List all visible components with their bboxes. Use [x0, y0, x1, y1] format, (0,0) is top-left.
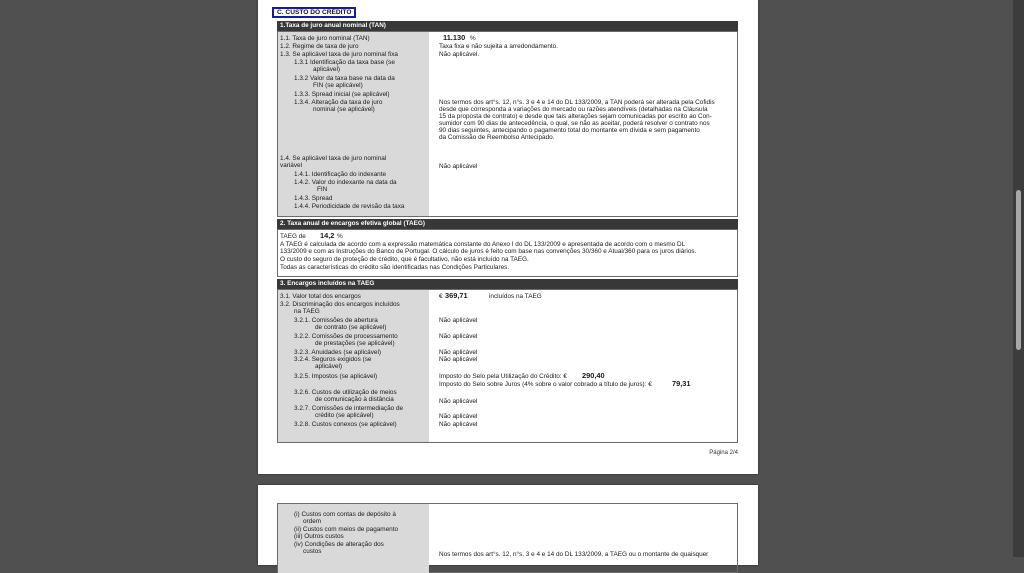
imposto-utilizacao-label: Imposto do Selo pela Utilização do Crédito: €	[439, 373, 567, 380]
sub-label-1-3-4b: nominal (se aplicável)	[313, 106, 375, 113]
tan-rate-value: 11.130	[443, 33, 466, 42]
item-3-2-3-value: Não aplicável	[439, 349, 478, 356]
item-3-2-4-value: Não aplicável	[439, 356, 478, 363]
taeg-header: 2. Taxa anual de encargos efetiva global (TAEG)	[277, 219, 738, 229]
page3-item-4: (iv) Condições de alteração dos	[294, 541, 384, 548]
taeg-line-3: O custo do seguro de proteção de crédito, que é facultativo, não está incluído na TAEG.	[280, 256, 529, 263]
alteracao-line-2: desde que corresponda a variações do mercado ou razões atendíveis (detalhadas na Cláusula	[439, 106, 708, 113]
item-3-2-7: 3.2.7. Comissões de intermediação de	[294, 405, 404, 412]
variavel-label-2: variável	[280, 162, 303, 169]
item-3-2-8-value: Não aplicável	[439, 421, 478, 428]
total-note: incluídos na TAEG	[489, 293, 542, 300]
item-3-2-1b: de contrato (se aplicável)	[315, 324, 387, 331]
variavel-item-4: 1.4.4. Periodicidade de revisão da taxa	[294, 203, 405, 210]
taeg-line-4: Todas as características do crédito são identificadas nas Condições Particulares.	[280, 264, 510, 271]
item-3-2-2: 3.2.2. Comissões de processamento	[294, 333, 398, 340]
imposto-juros-label: Imposto do Selo sobre Juros (4% sobre o valor cobrado a título de juros): €	[439, 381, 652, 388]
sub-label-1-3-1b: aplicável)	[313, 66, 340, 73]
item-3-2-7b: crédito (se aplicável)	[315, 412, 374, 419]
item-3-2-1-value: Não aplicável	[439, 317, 478, 324]
variavel-value: Não aplicável	[439, 163, 478, 170]
page3-item-4b: custos	[303, 548, 322, 555]
sub-label-1-3-1: 1.3.1 Identificação da taxa base (se	[294, 59, 395, 66]
variavel-item-1: 1.4.1. Identificação do indexante	[294, 171, 387, 178]
alteracao-line-3: 15 da proposta de contrato) e desde que tais alterações sejam comunicadas por escrito ao Con-	[439, 113, 712, 120]
tan-rate-label: 1.1. Taxa de juro nominal (TAN)	[280, 35, 370, 42]
page3-right-text: Nos termos dos art°s. 12, n°s. 3 e 4 e 14 do DL 133/2009, a TAEG ou o montante de quaisquer	[439, 551, 709, 558]
tan-regime-value: Taxa fixa e não sujeita a arredondamento.	[439, 43, 559, 50]
variavel-label-1: 1.4. Se aplicável taxa de juro nominal	[280, 155, 387, 162]
item-3-2-6: 3.2.6. Custos de utilização de meios	[294, 389, 397, 396]
taeg-line-2: 133/2009 e com as Instruções do Banco de Portugal. O cálculo de juros é feito com base nas convenções 30/360 e Atual/360 para os juros diários.	[280, 248, 697, 255]
disc-label-1: 3.2. Discriminação dos encargos incluídos	[280, 301, 400, 308]
taeg-unit: %	[337, 233, 343, 240]
item-3-2-6-value: Não aplicável	[439, 398, 478, 405]
sub-label-1-3-3: 1.3.3. Spread inicial (se aplicável)	[294, 91, 390, 98]
encargos-header: 3. Encargos incluídos na TAEG	[277, 279, 738, 289]
tan-rate-unit: %	[470, 35, 476, 42]
document-page-2	[258, 0, 758, 474]
sub-label-1-3-2: 1.3.2 Valor da taxa base na data da	[294, 75, 395, 82]
variavel-item-3: 1.4.3. Spread	[294, 195, 333, 202]
item-3-2-2-value: Não aplicável	[439, 333, 478, 340]
page3-item-1b: ordem	[303, 518, 322, 525]
tan-regime-label: 1.2. Regime de taxa de juro	[280, 43, 359, 50]
disc-label-2: na TAEG	[294, 308, 320, 315]
tan-header: 1.Taxa de juro anual nominal (TAN)	[277, 21, 738, 31]
imposto-juros-value: 79,31	[672, 379, 691, 388]
imposto-utilizacao-value: 290,40	[582, 371, 605, 380]
variavel-item-2b: FIN	[317, 186, 328, 193]
tan-fixa-label: 1.3. Se aplicável taxa de juro nominal fixa	[280, 51, 398, 58]
taeg-value: 14,2	[320, 231, 335, 240]
item-3-2-2b: de prestações (se aplicável)	[315, 340, 395, 347]
section-title: C. CUSTO DO CRÉDITO	[272, 7, 356, 18]
item-3-2-4b: aplicável)	[315, 363, 342, 370]
document-page-3	[258, 485, 758, 565]
item-3-2-3: 3.2.3. Anuidades (se aplicável)	[294, 349, 382, 356]
item-3-2-5: 3.2.5. Impostos (se aplicável)	[294, 373, 378, 380]
alteracao-line-4: sumidor com 90 dias de antecedência, o qual, se não as aceitar, poderá resolver o contrato nos	[439, 120, 710, 127]
alteracao-line-6: da Comissão de Reembolso Antecipado.	[439, 134, 555, 141]
page3-item-1: (i) Custos com contas de depósito à	[294, 511, 396, 518]
scrollbar[interactable]	[1013, 0, 1024, 557]
item-3-2-1: 3.2.1. Comissões de abertura	[294, 317, 378, 324]
page-number: Página 2/4	[709, 450, 738, 456]
variavel-item-2: 1.4.2. Valor do indexante na data da	[294, 179, 397, 186]
sub-label-1-3-4: 1.3.4. Alteração da taxa de juro	[294, 99, 383, 106]
total-currency: €	[439, 293, 443, 300]
taeg-line-1: A TAEG é calculada de acordo com a expressão matemática constante do Anexo I do DL 133/2009 e apresentada de acordo com o mesmo DL	[280, 241, 686, 248]
page3-item-3: (iii) Outros custos	[294, 533, 344, 540]
page3-item-2: (ii) Custos com meios de pagamento	[294, 526, 399, 533]
total-value: 369,71	[445, 291, 468, 300]
tan-fixa-value: Não aplicável.	[439, 51, 480, 58]
item-3-2-8: 3.2.8. Custos conexos (se aplicável)	[294, 421, 397, 428]
alteracao-line-1: Nos termos dos art°s. 12, n°s. 3 e 4 e 14 do DL 133/2009, a TAN poderá ser alterada pela Cofidis	[439, 99, 715, 106]
total-label: 3.1. Valor total dos encargos	[280, 293, 361, 300]
taeg-label: TAEG de	[280, 233, 306, 240]
alteracao-line-5: 90 dias seguintes, antecipando o pagamento total do montante em dívida e sem pagamento	[439, 127, 700, 134]
item-3-2-6b: de comunicação à distância	[315, 396, 394, 403]
sub-label-1-3-2b: FIN (se aplicável)	[313, 82, 363, 89]
item-3-2-7-value: Não aplicável	[439, 413, 478, 420]
scroll-thumb[interactable]	[1016, 190, 1021, 350]
item-3-2-4: 3.2.4. Seguros exigidos (se	[294, 356, 372, 363]
